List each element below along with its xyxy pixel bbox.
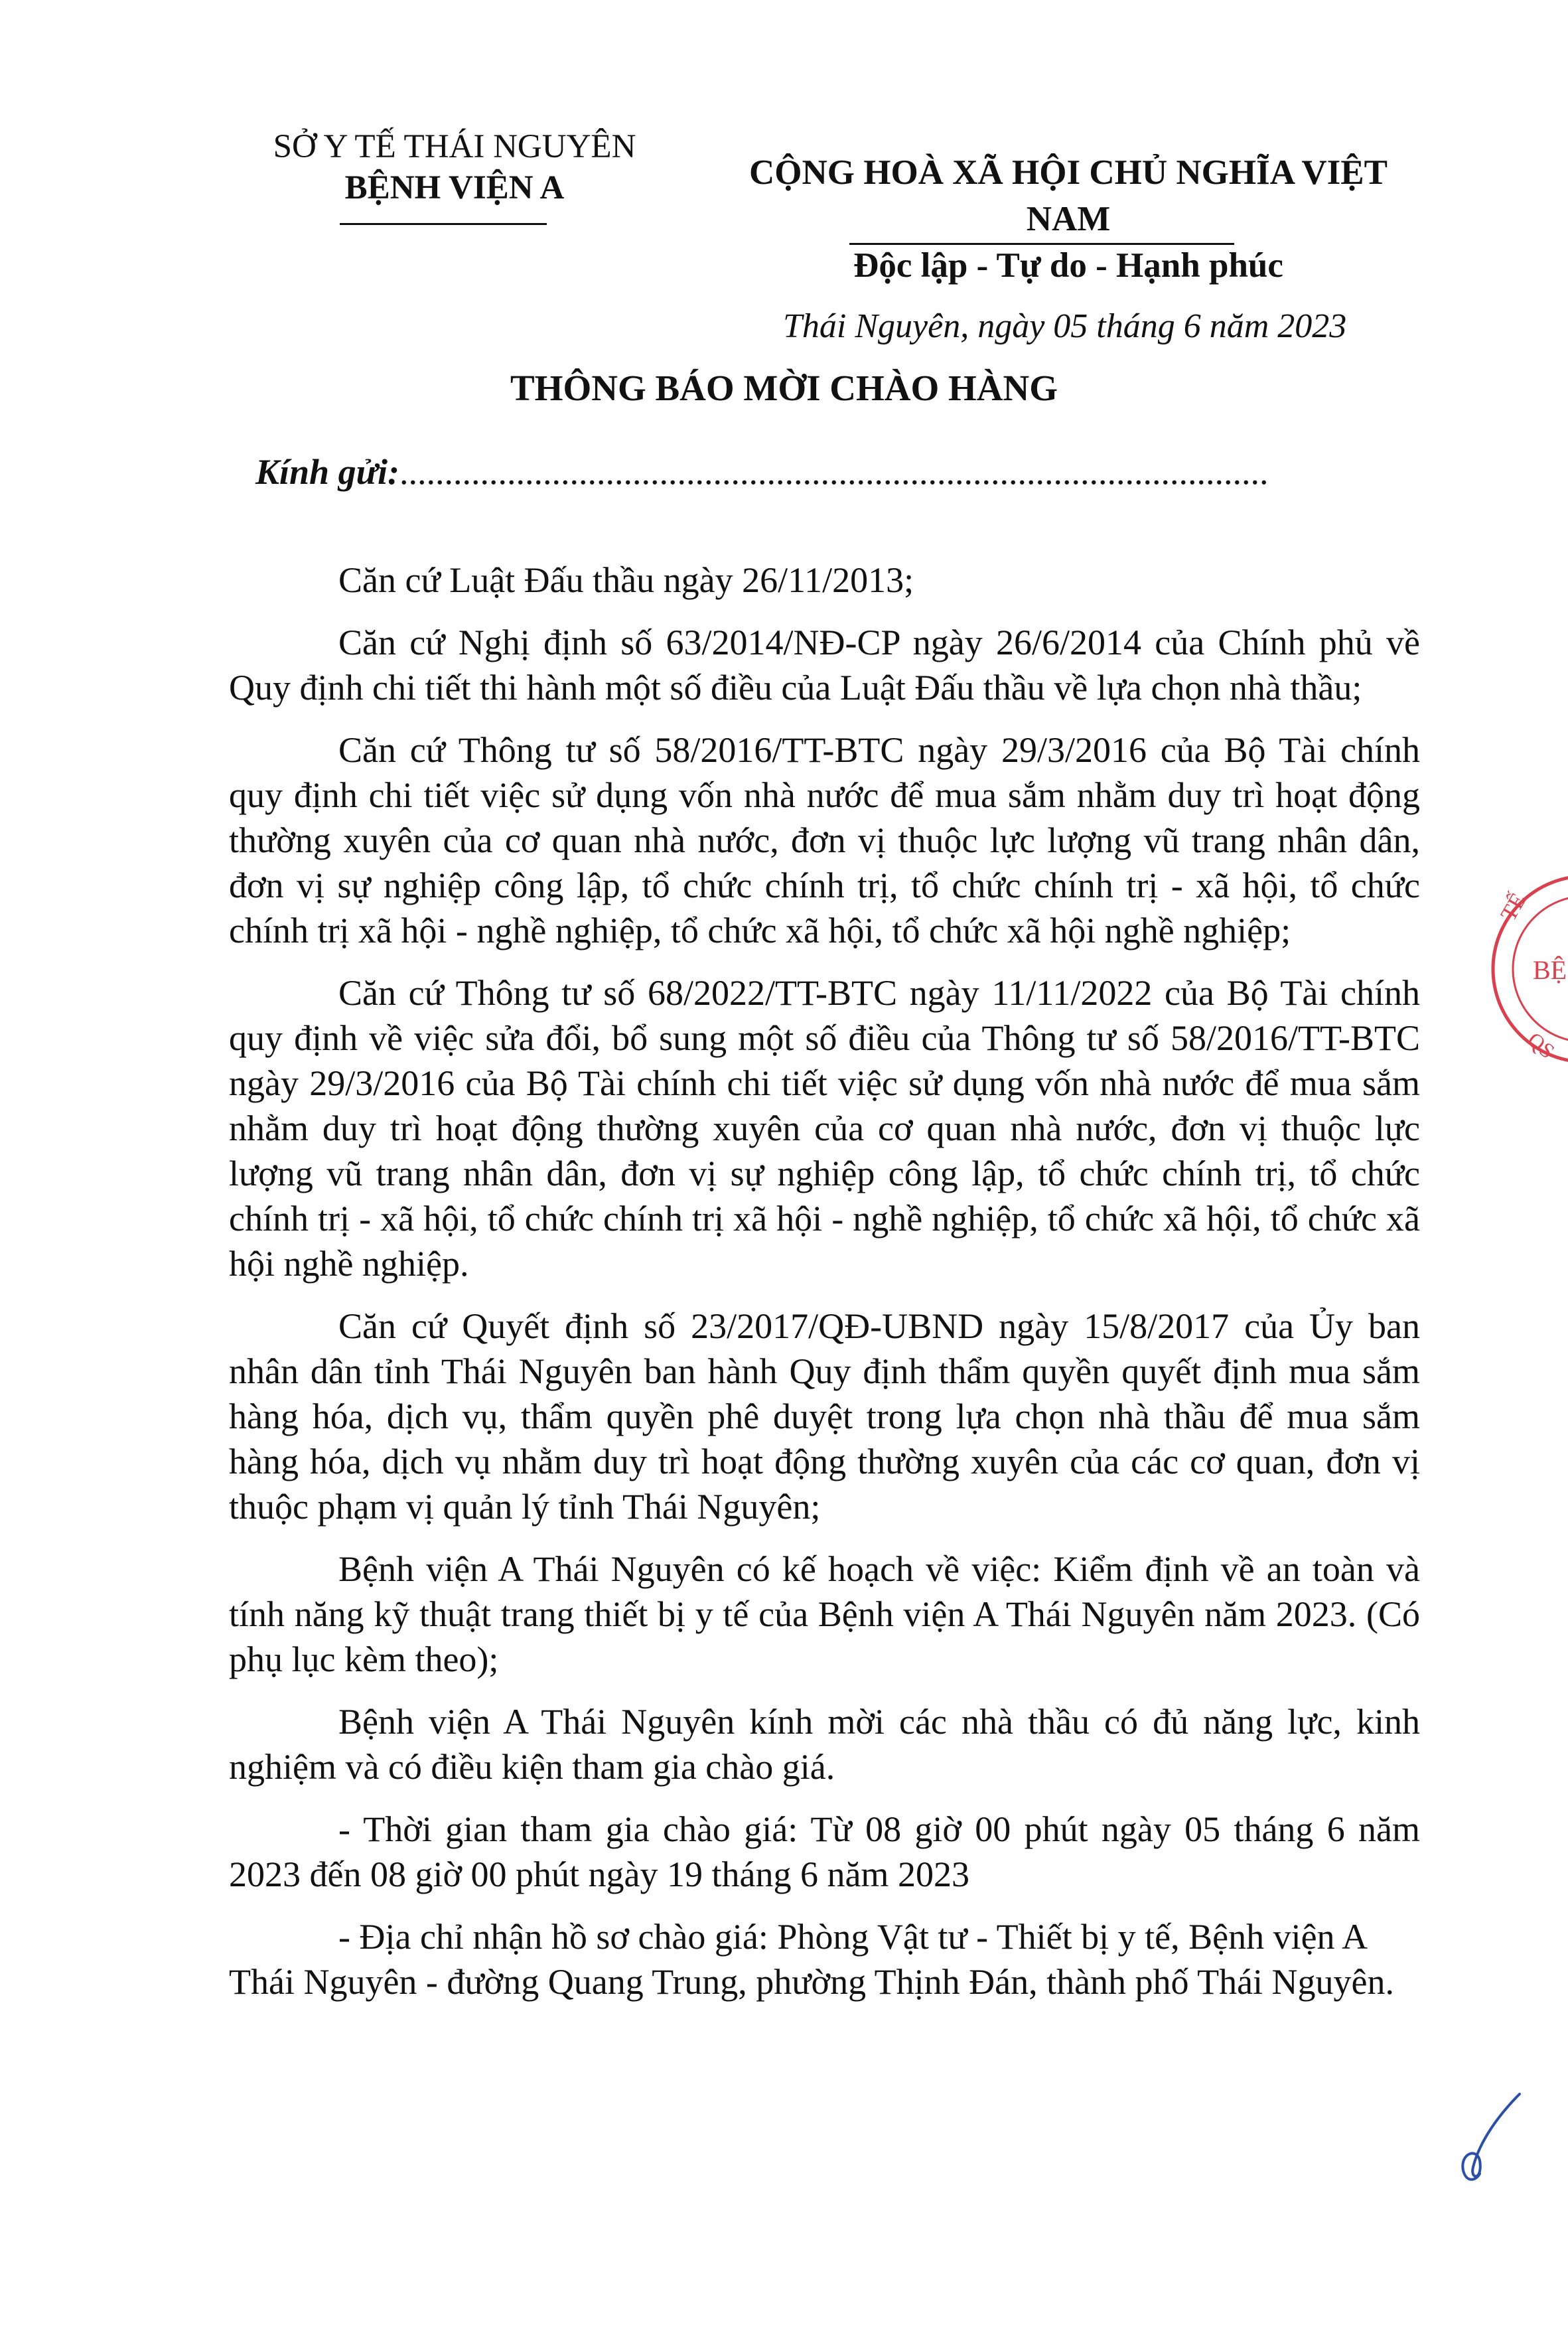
agency-name: SỞ Y TẾ THÁI NGUYÊN: [273, 128, 636, 165]
country-name: CỘNG HOÀ XÃ HỘI CHỦ NGHĨA VIỆT NAM: [749, 153, 1388, 238]
paragraph: Bệnh viện A Thái Nguyên kính mời các nhà thầu có đủ năng lực, kinh nghiệm và có điều kiện tham gia chào giá.: [229, 1702, 1420, 1787]
recipient-label: Kính gửi:: [255, 452, 399, 492]
document-title: THÔNG BÁO MỜI CHÀO HÀNG: [510, 368, 1058, 408]
header-right: [703, 149, 1433, 289]
header-left: [262, 126, 647, 208]
paragraph: Căn cứ Thông tư số 68/2022/TT-BTC ngày 11/11/2022 của Bộ Tài chính quy định về việc sửa đổi, bổ sung một số điều của Thông tư số 58/2016/TT-BTC ngày 29/3/2016 của Bộ Tài chính chi tiết việc sử dụng vốn nhà nước để mua sắm nhằm duy trì hoạt động thường xuyên của cơ quan nhà nước, đơn vị thuộc lực lượng vũ trang nhân dân, đơn vị sự nghiệp công lập, tổ chức chính trị, tổ chức chính trị - xã hội, tổ chức chính trị xã hội - nghề nghiệp, tổ chức xã hội, tổ chức xã hội nghề nghiệp.: [229, 973, 1420, 1284]
paragraph: Căn cứ Luật Đấu thầu ngày 26/11/2013;: [338, 560, 914, 600]
paragraph: Căn cứ Quyết định số 23/2017/QĐ-UBND ngày 15/8/2017 của Ủy ban nhân dân tỉnh Thái Nguyên ban hành Quy định thẩm quyền quyết định mua sắm hàng hóa, dịch vụ, thẩm quyền phê duyệt trong lựa chọn nhà thầu để mua sắm hàng hóa, dịch vụ nhằm duy trì hoạt động thường xuyên của các cơ quan, đơn vị thuộc phạm vị quản lý tỉnh Thái Nguyên;: [229, 1306, 1420, 1527]
recipient-line: [255, 451, 1268, 492]
paragraph: Bệnh viện A Thái Nguyên có kế hoạch về việc: Kiểm định về an toàn và tính năng kỹ thuật trang thiết bị y tế của Bệnh viện A Thái Nguyên năm 2023. (Có phụ lục kèm theo);: [229, 1549, 1420, 1679]
paragraph: Căn cứ Thông tư số 58/2016/TT-BTC ngày 29/3/2016 của Bộ Tài chính quy định chi tiết việc sử dụng vốn nhà nước để mua sắm nhằm duy trì hoạt động thường xuyên của cơ quan nhà nước, đơn vị thuộc lực lượng vũ trang nhân dân, đơn vị sự nghiệp công lập, tổ chức chính trị, tổ chức chính trị - xã hội, tổ chức chính trị xã hội - nghề nghiệp, tổ chức xã hội, tổ chức xã hội nghề nghiệp;: [229, 730, 1420, 950]
svg-text:BỆ: BỆ: [1533, 955, 1567, 985]
recipient-blank: .................................................................................................: [399, 452, 1269, 492]
motto-underline: [849, 243, 1234, 245]
national-motto: Độc lập - Tự do - Hạnh phúc: [853, 246, 1283, 285]
paragraph: Căn cứ Nghị định số 63/2014/NĐ-CP ngày 26/6/2014 của Chính phủ về Quy định chi tiết thi hành một số điều của Luật Đấu thầu về lựa chọn nhà thầu;: [229, 623, 1420, 708]
hospital-underline: [340, 223, 547, 225]
document-body: [229, 558, 1420, 2022]
stamp-icon: [1486, 843, 1568, 1095]
svg-text:TẾ: TẾ: [1496, 889, 1532, 925]
paragraph: - Địa chỉ nhận hồ sơ chào giá: Phòng Vật tư - Thiết bị y tế, Bệnh viện A Thái Nguyên - đường Quang Trung, phường Thịnh Đán, thành phố Thái Nguyên.: [229, 1917, 1395, 2002]
paragraph: - Thời gian tham gia chào giá: Từ 08 giờ 00 phút ngày 05 tháng 6 năm 2023 đến 08 giờ 00 phút ngày 19 tháng 6 năm 2023: [229, 1809, 1420, 1894]
hospital-name: BỆNH VIỆN A: [344, 169, 565, 206]
signature-icon: [1447, 2087, 1526, 2187]
date-line: Thái Nguyên, ngày 05 tháng 6 năm 2023: [783, 307, 1347, 345]
svg-text:QS: QS: [1523, 1027, 1559, 1063]
